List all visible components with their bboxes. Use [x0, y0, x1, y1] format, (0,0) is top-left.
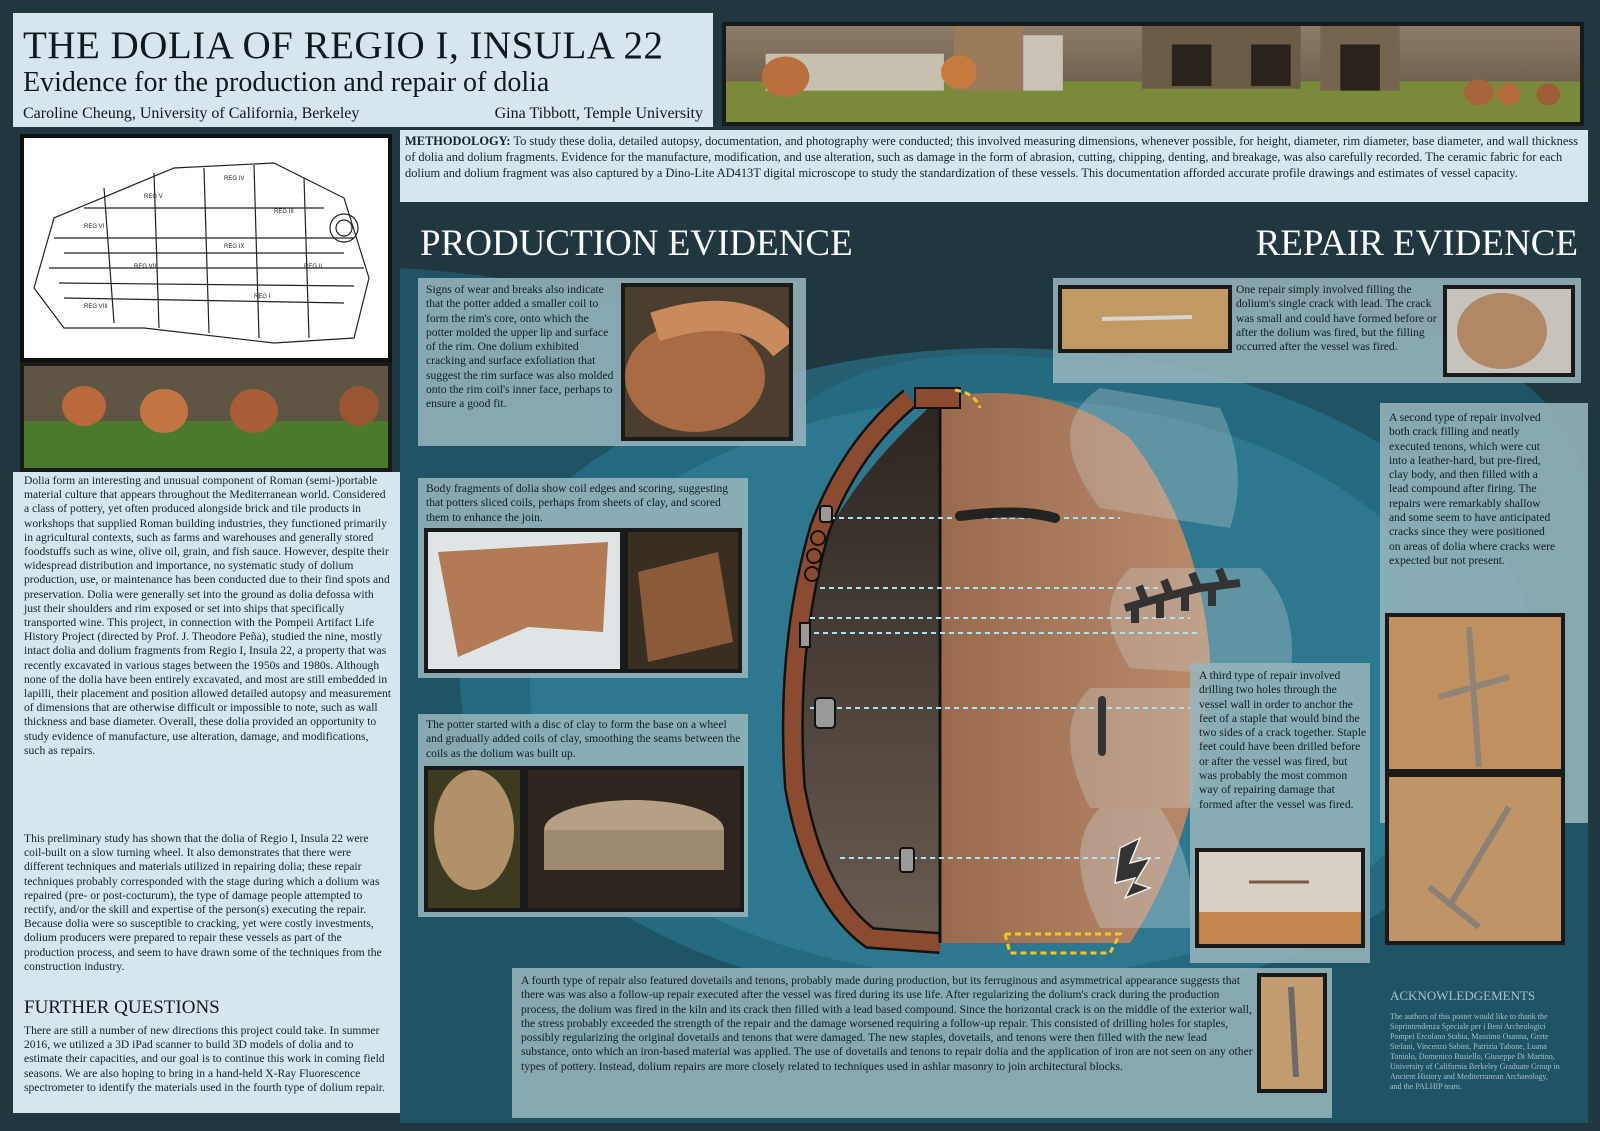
repair-text-tenons: A second type of repair involved both crack filling and neatly executed tenons, which were cut into a leather-hard, but pre-fired, clay body, and then filled with a lead compound after firing. The repairs were remarkably shallow and some seem to have anticipated cracks since they were positioned on areas of dolia where cracks were expected but not present.	[1389, 411, 1556, 567]
staple-repair-photo	[1195, 848, 1365, 948]
map-label-reg-i: REG I	[254, 294, 271, 300]
intro-panel	[13, 472, 400, 1113]
production-heading: PRODUCTION EVIDENCE	[420, 223, 853, 264]
coil-edge-photo	[624, 528, 742, 673]
tenon-repair-photo-1	[1385, 613, 1565, 773]
production-text-rim: Signs of wear and breaks also indicate that the potter added a smaller coil to form the rim's core, onto which the potter molded the upper lip and surface of the rim. One dolium exhibited cracking and surface exfoliation that suggest the rim surface was also molded onto the rim coil's inner face, perhaps to ensure a good fit.	[426, 283, 614, 411]
map-label-reg-viii: REG VIII	[84, 304, 108, 310]
header-panel	[13, 13, 713, 127]
base-disc-photo-2	[524, 766, 744, 912]
intro-paragraph-2: This preliminary study has shown that the dolia of Regio I, Insula 22 were coil-built on a slow turning wheel. It also demonstrates that there were different techniques and materials utilized in repairing dolia; these repair techniques probably corresponded with the stage during which a dolium was repaired (pre- or post-cocturum), the type of damage people attempted to rectify, and/or the skill and expertise of the person(s) executing the repair. Because dolia were so susceptible to cracking, yet were costly investments, dolium producers were prepared to repair these vessels as part of the production process, and seem to have drawn some of the techniques from the construction industry.	[24, 832, 382, 973]
production-panel-base	[418, 714, 748, 917]
dovetail-repair-photo	[1257, 973, 1327, 1093]
lead-filled-dolium-photo	[1443, 285, 1575, 377]
repair-panel-dovetails	[512, 968, 1332, 1118]
excavation-panorama-photo	[722, 22, 1584, 126]
poster-subtitle: Evidence for the production and repair of dolia	[23, 67, 550, 98]
map-label-reg-iii: REG III	[274, 209, 294, 215]
repair-panel-staple	[1190, 663, 1370, 963]
tenon-repair-photo-2	[1385, 773, 1565, 945]
repair-panel-lead-filling	[1053, 278, 1581, 383]
production-panel-coils	[418, 478, 748, 678]
pompeii-map-image	[20, 134, 392, 362]
map-label-reg-ix: REG IX	[224, 244, 245, 250]
acknowledgements-heading: ACKNOWLEDGEMENTS	[1390, 988, 1536, 1003]
production-text-coils: Body fragments of dolia show coil edges and scoring, suggesting that potters sliced coils, perhaps from sheets of clay, and scored them to enhance the join.	[426, 482, 729, 524]
lead-filled-crack-photo	[1058, 285, 1232, 353]
production-text-base: The potter started with a disc of clay to form the base on a wheel and gradually added coils of clay, smoothing the seams between the coils as the dolium was built up.	[426, 718, 741, 760]
acknowledgements-text: The authors of this poster would like to thank the Soprintendenza Speciale per i Beni Archeologici Pompei Ercolano Stabia, Massimo Osanna, Grete Stefani, Vincenzo Sabini, Patrizia Tabone, Luana Toniolo, Domenico Busiello, Giuseppe Di Martino, University of California Berkeley Graduate Group in Ancient History and Mediterranean Archaeology, and the PALHIP team.	[1390, 1012, 1560, 1091]
repair-text-lead-filling: One repair simply involved filling the dolium's single crack with lead. The crack was small and could have formed before or after the dolium was fired, but the filling occurred after the vessel was fired.	[1236, 283, 1437, 354]
intro-paragraph-1: Dolia form an interesting and unusual component of Roman (semi-)portable material culture that appears throughout the Mediterranean world. Considered a class of pottery, yet often produced alongside brick and tile products in workshops that supplied Roman building industries, they functioned primarily in agricultural contexts, such as farms and warehouses and generally stored foodstuffs such as wine, olive oil, grain, and fish sauce. However, despite their widespread distribution and importance, no systematic study of dolium production, use, or maintenance has been conducted due to their find spots and preservation. Dolia were generally set into the ground as dolia defossa with just their shoulders and rim exposed or set into ships that specifically transported wine. This project, in connection with the Pompeii Artifact Life History Project (directed by Prof. J. Theodore Peña), studied the nine, mostly intact dolia and dolium fragments from Regio I, Insula 22, a property that was recently excavated in various stages between the 1950s and 1980s. Although none of the dolia have been entirely excavated, and most are still embedded in lapilli, their placement and position allowed detailed autopsy and measurement of dimensions that are otherwise difficult or impossible to note, such as wall thickness and base diameter. Overall, these dolia provided an opportunity to study evidence of manufacture, use alteration, damage, and modifications, such as repairs.	[24, 474, 392, 757]
methodology-panel	[400, 130, 1588, 202]
repair-panel-tenons	[1380, 403, 1588, 823]
methodology-body: To study these dolia, detailed autopsy, documentation, and photography were conducted; this involved measuring dimensions, whenever possible, for height, diameter, rim diameter, base diameter, and wall thickness of dolia and dolium fragments. Evidence for the manufacture, modification, and use alteration, such as damage in the form of abrasion, cutting, chipping, denting, and breakage, was also carefully recorded. The ceramic fabric for each dolium and dolium fragment was also captured by a Dino-Lite AD413T digital microscope to study the standardization of these vessels. This documentation afforded accurate profile drawings and estimates of vessel capacity.	[405, 134, 1579, 180]
body-fragment-photo	[424, 528, 624, 673]
evidence-area	[400, 208, 1588, 1123]
base-disc-photo-1	[424, 766, 524, 912]
author-1: Caroline Cheung, University of California, Berkeley	[23, 105, 360, 122]
author-2: Gina Tibbott, Temple University	[494, 105, 703, 122]
further-questions-heading: FURTHER QUESTIONS	[24, 997, 220, 1018]
dolia-in-situ-photo	[20, 362, 392, 472]
repair-heading: REPAIR EVIDENCE	[1255, 223, 1578, 264]
repair-text-dovetails: A fourth type of repair also featured dovetails and tenons, probably made during production, but its ferruginous and asymmetrical appearance suggests that there was was also a follow-up repair executed after the vessel was fired during its use life. After regularizing the dolium's crack during the production process, the dolium was fired in the kiln and its crack then filled with a lead based compound. Since the horizontal crack is on the middle of the exterior wall, the stress probably exceeded the strength of the repair and the damage worsened requiring a follow-up repair. This consisted of drilling holes for staples, possibly regularizing the original dovetails and tenons that were damaged. The new staples, dovetails, and tenons were then filled with the new lead substance, onto which an iron-based material was applied. The use of dovetails and tenons to repair dolia and the application of iron are not seen on any other types of pottery. Instead, dolium repairs are more closely related to techniques used in ashlar masonry to join architectural blocks.	[521, 974, 1253, 1073]
methodology-text	[405, 133, 1583, 181]
map-label-reg-v: REG V	[144, 194, 163, 200]
map-label-reg-iv: REG IV	[224, 176, 245, 182]
map-label-reg-vi: REG VI	[84, 224, 105, 230]
map-label-reg-ii: REG II	[304, 264, 323, 270]
poster-title: THE DOLIA OF REGIO I, INSULA 22	[23, 24, 664, 67]
rim-coil-photo	[621, 283, 793, 441]
methodology-label: METHODOLOGY:	[405, 134, 511, 148]
production-panel-rim	[418, 278, 806, 446]
repair-text-staple: A third type of repair involved drilling two holes through the vessel wall in order to anchor the feet of a staple that would bind the two sides of a crack together. Staple feet could have been drilled before or after the vessel was fired, but was probably the most common way of repairing damage that formed after the vessel was fired.	[1199, 669, 1367, 811]
map-label-reg-vii: REG VII	[134, 264, 157, 270]
further-questions-text: There are still a number of new directions this project could take. In summer 2016, we utilized a 3D iPad scanner to build 3D models of dolia and to estimate their capacities, and our goal is to continue this work in coming field seasons. We are also hoping to bring in a hand-held X-Ray Fluorescence spectrometer to identify the materials used in the fourth type of dolium repair.	[24, 1024, 385, 1094]
